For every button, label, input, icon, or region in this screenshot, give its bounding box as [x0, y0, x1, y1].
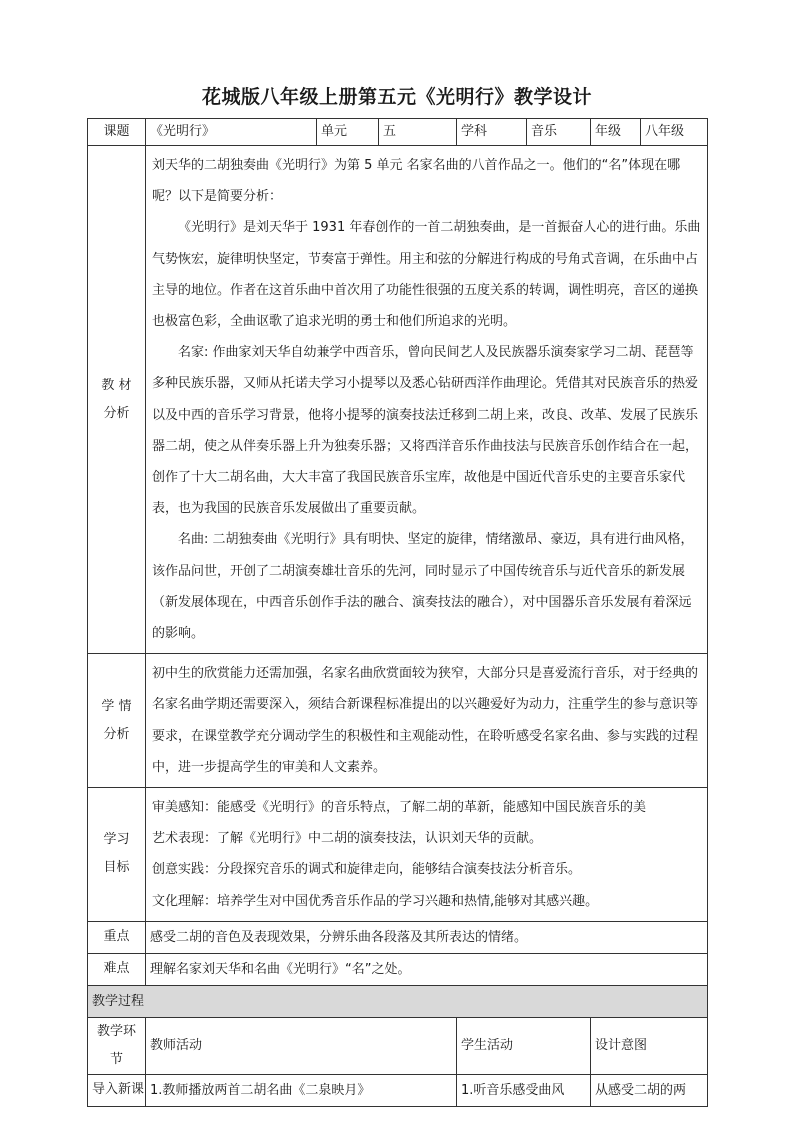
goal-item: 创意实践：分段探究音乐的调式和旋律走向，能够结合演奏技法分析音乐。: [152, 862, 582, 878]
material-paragraph: 《光明行》是刘天华于 1931 年春创作的一首二胡独奏曲，是一首振奋人心的进行曲。乐曲气势恢宏，旋律明快坚定，节奏富于弹性。用主和弦的分解进行构成的号角式音调，在乐曲中占主导的地位。作者在这首乐曲中首次用了功能性很强的五度关系的转调，调性明亮，音区的递换也极富色彩，全曲讴歌了追求光明的勇士和他们所追求的光明。: [152, 220, 701, 330]
process-title: 教学过程: [88, 985, 708, 1017]
process-header-row: [88, 1017, 708, 1074]
process-col-teacher: 教师活动: [146, 1017, 457, 1074]
material-paragraph: 名家: 作曲家刘天华自幼兼学中西音乐，曾向民间艺人及民族器乐演奏家学习二胡、琵琶等多种民族乐器，又师从托诺夫学习小提琴以及悉心钻研西洋作曲理论。凭借其对民族音乐的热爱以及中西的音乐学习背景，他将小提琴的演奏技法迁移到二胡上来，改良、改革、发展了民族乐器二胡，使之从伴奏乐器上升为独奏乐器；又将西洋音乐作曲技法与民族音乐创作结合在一起，创作了十大二胡名曲，大大丰富了我国民族音乐宝库，故他是中国近代音乐史的主要音乐家代表，也为我国的民族音乐发展做出了重要贡献。: [152, 345, 699, 517]
document-title: 花城版八年级上册第五元《光明行》教学设计: [201, 86, 592, 108]
unit-label: 单元: [317, 119, 379, 146]
key-point-row: [88, 921, 708, 953]
header-row: [88, 119, 708, 146]
grade-value: 八年级: [641, 119, 708, 146]
key-point-text: 感受二胡的音色及表现效果，分辨乐曲各段落及其所表达的情绪。: [146, 921, 708, 953]
learning-goals-content: [146, 788, 708, 922]
goal-item: 审美感知：能感受《光明行》的音乐特点，了解二胡的革新，能感知中国民族音乐的美: [152, 800, 647, 816]
difficulty-text: 理解名家刘天华和名曲《光明行》“名”之处。: [146, 953, 708, 985]
learner-analysis-row: [88, 654, 708, 788]
difficulty-row: [88, 953, 708, 985]
process-col-intent: 设计意图: [591, 1017, 708, 1074]
difficulty-label: 难点: [88, 953, 146, 985]
topic-label: 课题: [88, 119, 146, 146]
process-student-activity: 1.听音乐感受曲风: [457, 1074, 591, 1106]
learner-analysis-content: [146, 654, 708, 788]
unit-value: 五: [379, 119, 457, 146]
material-analysis-label: 教 材 分析: [88, 146, 146, 654]
learner-analysis-text: 初中生的欣赏能力还需加强，名家名曲欣赏面较为狭窄，大部分只是喜爱流行音乐，对于经典的名家名曲学期还需要深入，须结合新课程标准提出的以兴趣爱好为动力，注重学生的参与意识等要求，在课堂教学充分调动学生的积极性和主观能动性，在聆听感受名家名曲、参与实践的过程中，进一步提高学生的审美和人文素养。: [152, 666, 699, 775]
learning-goals-label: 学习 目标: [88, 788, 146, 922]
material-analysis-row: [88, 146, 708, 654]
process-design-intent: 从感受二胡的两: [591, 1074, 708, 1106]
process-col-stage: 教学环节: [88, 1017, 146, 1074]
goal-item: 文化理解：培养学生对中国优秀音乐作品的学习兴趣和热情,能够对其感兴趣。: [152, 893, 599, 909]
subject-label: 学科: [457, 119, 527, 146]
process-teacher-activity: 1.教师播放两首二胡名曲《二泉映月》: [146, 1074, 457, 1106]
material-paragraph: 刘天华的二胡独奏曲《光明行》为第 5 单元 名家名曲的八首作品之一。他们的“名”体现在哪呢？以下是简要分析：: [152, 158, 681, 205]
lesson-plan-table: [87, 118, 708, 1107]
goal-item: 艺术表现：了解《光明行》中二胡的演奏技法，认识刘天华的贡献。: [152, 831, 543, 847]
topic-value: 《光明行》: [146, 119, 317, 146]
process-title-row: [88, 985, 708, 1017]
material-paragraph: 名曲: 二胡独奏曲《光明行》具有明快、坚定的旋律，情绪激昂、豪迈，具有进行曲风格，该作品问世，开创了二胡演奏雄壮音乐的先河，同时显示了中国传统音乐与近代音乐的新发展（新发展体现在，中西音乐创作手法的融合、演奏技法的融合），对中国器乐音乐发展有着深远的影响。: [152, 532, 694, 642]
process-stage: 导入新课: [88, 1074, 146, 1106]
grade-label: 年级: [591, 119, 641, 146]
process-col-student: 学生活动: [457, 1017, 591, 1074]
key-point-label: 重点: [88, 921, 146, 953]
subject-value: 音乐: [527, 119, 591, 146]
material-analysis-content: [146, 146, 708, 654]
process-row: [88, 1074, 708, 1106]
learning-goals-row: [88, 788, 708, 922]
learner-analysis-label: 学 情 分析: [88, 654, 146, 788]
